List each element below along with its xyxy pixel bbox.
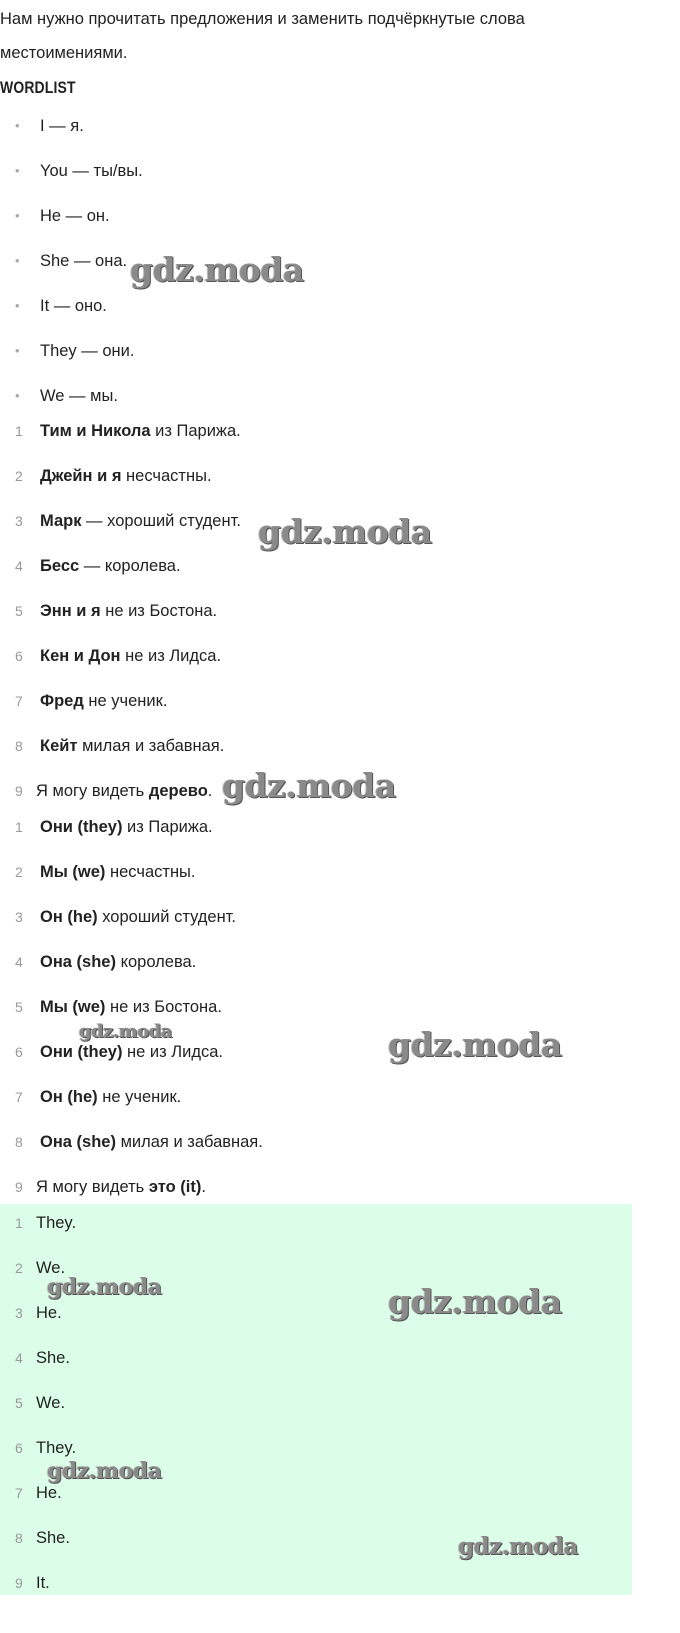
pronoun: Они (they): [40, 1043, 123, 1061]
item-number: 2: [15, 1260, 23, 1276]
sentence-rest: не ученик.: [97, 1088, 182, 1106]
answer-text: We.: [36, 1259, 66, 1277]
wordlist-item: • It — оно.: [0, 291, 143, 336]
item-number: 1: [15, 423, 23, 439]
task-item: [0, 461, 241, 506]
wordlist-title: WORDLIST: [0, 78, 76, 97]
highlighted-words: Бесс: [40, 557, 80, 575]
answer-text: He.: [36, 1484, 62, 1502]
sentence-rest: не из Лидса.: [122, 1043, 223, 1061]
item-number: 5: [15, 1395, 23, 1411]
item-number: 3: [15, 909, 23, 925]
task-item: [0, 641, 241, 686]
watermark: gdz.moda: [47, 1274, 162, 1300]
sentence-rest: не из Бостона.: [100, 602, 218, 620]
answer-item: [0, 1523, 76, 1568]
sentence-rest: милая и забавная.: [77, 737, 225, 755]
item-number: 9: [15, 1575, 23, 1591]
pronoun: Они (they): [40, 818, 123, 836]
answer-text: They.: [36, 1214, 77, 1232]
sentence-rest: .: [207, 782, 213, 800]
sentence-rest: несчастны.: [105, 863, 196, 881]
item-number: 7: [15, 1089, 23, 1105]
task-sentences-list: [0, 416, 241, 821]
highlighted-words: Фред: [40, 692, 84, 710]
answer-item: [0, 1208, 76, 1253]
item-number: 3: [15, 1305, 23, 1321]
wordlist-item: • You — ты/вы.: [0, 156, 143, 201]
pronoun: Она (she): [40, 953, 116, 971]
answer-text: We.: [36, 1394, 66, 1412]
item-number: 6: [15, 1044, 23, 1060]
wordlist-item: • He — он.: [0, 201, 143, 246]
answer-item: [0, 1388, 76, 1433]
translation-item: [0, 947, 263, 992]
watermark: gdz.moda: [458, 1533, 578, 1560]
answers-list: [0, 1208, 76, 1613]
task-item: [0, 416, 241, 461]
answer-text: She.: [36, 1529, 70, 1547]
item-number: 7: [15, 1485, 23, 1501]
answer-text: She.: [36, 1349, 70, 1367]
answer-item: [0, 1343, 76, 1388]
watermark: gdz.moda: [388, 1282, 562, 1321]
wordlist: [0, 111, 143, 426]
translation-item: [0, 812, 263, 857]
pronoun: Она (she): [40, 1133, 116, 1151]
item-number: 4: [15, 954, 23, 970]
wordlist-item: • I — я.: [0, 111, 143, 156]
sentence-rest: королева.: [115, 953, 197, 971]
highlighted-words: дерево: [148, 782, 208, 800]
task-item: [0, 731, 241, 776]
sentence-rest: — королева.: [79, 557, 181, 575]
item-number: 3: [15, 513, 23, 529]
watermark: gdz.moda: [222, 766, 396, 805]
translation-item: [0, 902, 263, 947]
answer-item: [0, 1298, 76, 1343]
pronoun: Он (he): [40, 908, 98, 926]
item-number: 8: [15, 738, 23, 754]
sentence-rest: из Парижа.: [150, 422, 241, 440]
watermark: gdz.moda: [388, 1025, 562, 1064]
pronoun: Мы (we): [40, 863, 106, 881]
sentence-rest: не ученик.: [83, 692, 168, 710]
sentence-rest: — хороший студент.: [81, 512, 241, 530]
highlighted-words: Кен и Дон: [40, 647, 121, 665]
task-item: [0, 506, 241, 551]
answer-item: [0, 1478, 76, 1523]
item-number: 2: [15, 864, 23, 880]
sentence-rest: милая и забавная.: [115, 1133, 263, 1151]
translation-item: [0, 857, 263, 902]
translation-item: [0, 1082, 263, 1127]
item-number: 4: [15, 558, 23, 574]
highlighted-words: Тим и Никола: [40, 422, 151, 440]
sentence-start: Я могу видеть: [36, 782, 149, 800]
item-number: 4: [15, 1350, 23, 1366]
sentence-rest: из Парижа.: [122, 818, 213, 836]
translations-list: [0, 812, 263, 1217]
highlighted-words: Марк: [40, 512, 82, 530]
task-item: [0, 686, 241, 731]
item-number: 6: [15, 1440, 23, 1456]
item-number: 8: [15, 1134, 23, 1150]
pronoun: это (it): [148, 1178, 202, 1196]
sentence-rest: несчастны.: [121, 467, 212, 485]
answer-text: He.: [36, 1304, 62, 1322]
answer-text: They.: [36, 1439, 77, 1457]
highlighted-words: Джейн и я: [40, 467, 122, 485]
item-number: 9: [15, 1179, 23, 1195]
watermark: gdz.moda: [258, 512, 432, 551]
sentence-rest: не из Бостона.: [105, 998, 222, 1016]
sentence-rest: .: [201, 1178, 206, 1196]
item-number: 5: [15, 999, 23, 1015]
item-number: 1: [15, 1215, 23, 1231]
answer-item: [0, 1568, 76, 1613]
highlighted-words: Энн и я: [40, 602, 101, 620]
task-item: [0, 596, 241, 641]
wordlist-item: • She — она.: [0, 246, 143, 291]
item-number: 7: [15, 693, 23, 709]
translation-item: [0, 1037, 263, 1082]
item-number: 6: [15, 648, 23, 664]
sentence-start: Я могу видеть: [36, 1178, 149, 1196]
translation-item: [0, 1127, 263, 1172]
wordlist-item: • We — мы.: [0, 381, 143, 426]
intro-text: Нам нужно прочитать предложения и заменить подчёркнутые слова местоимениями.: [0, 10, 525, 62]
item-number: 9: [15, 783, 23, 799]
wordlist-item: • They — они.: [0, 336, 143, 381]
pronoun: Мы (we): [40, 998, 106, 1016]
sentence-rest: хороший студент.: [97, 908, 236, 926]
item-number: 2: [15, 468, 23, 484]
answer-text: It.: [36, 1574, 50, 1592]
pronoun: Он (he): [40, 1088, 98, 1106]
sentence-rest: не из Лидса.: [120, 647, 222, 665]
task-item: [0, 551, 241, 596]
item-number: 1: [15, 819, 23, 835]
item-number: 8: [15, 1530, 23, 1546]
item-number: 5: [15, 603, 23, 619]
watermark: gdz.moda: [130, 250, 304, 289]
watermark: gdz.moda: [47, 1458, 162, 1484]
watermark: gdz.moda: [79, 1021, 172, 1042]
highlighted-words: Кейт: [40, 737, 78, 755]
